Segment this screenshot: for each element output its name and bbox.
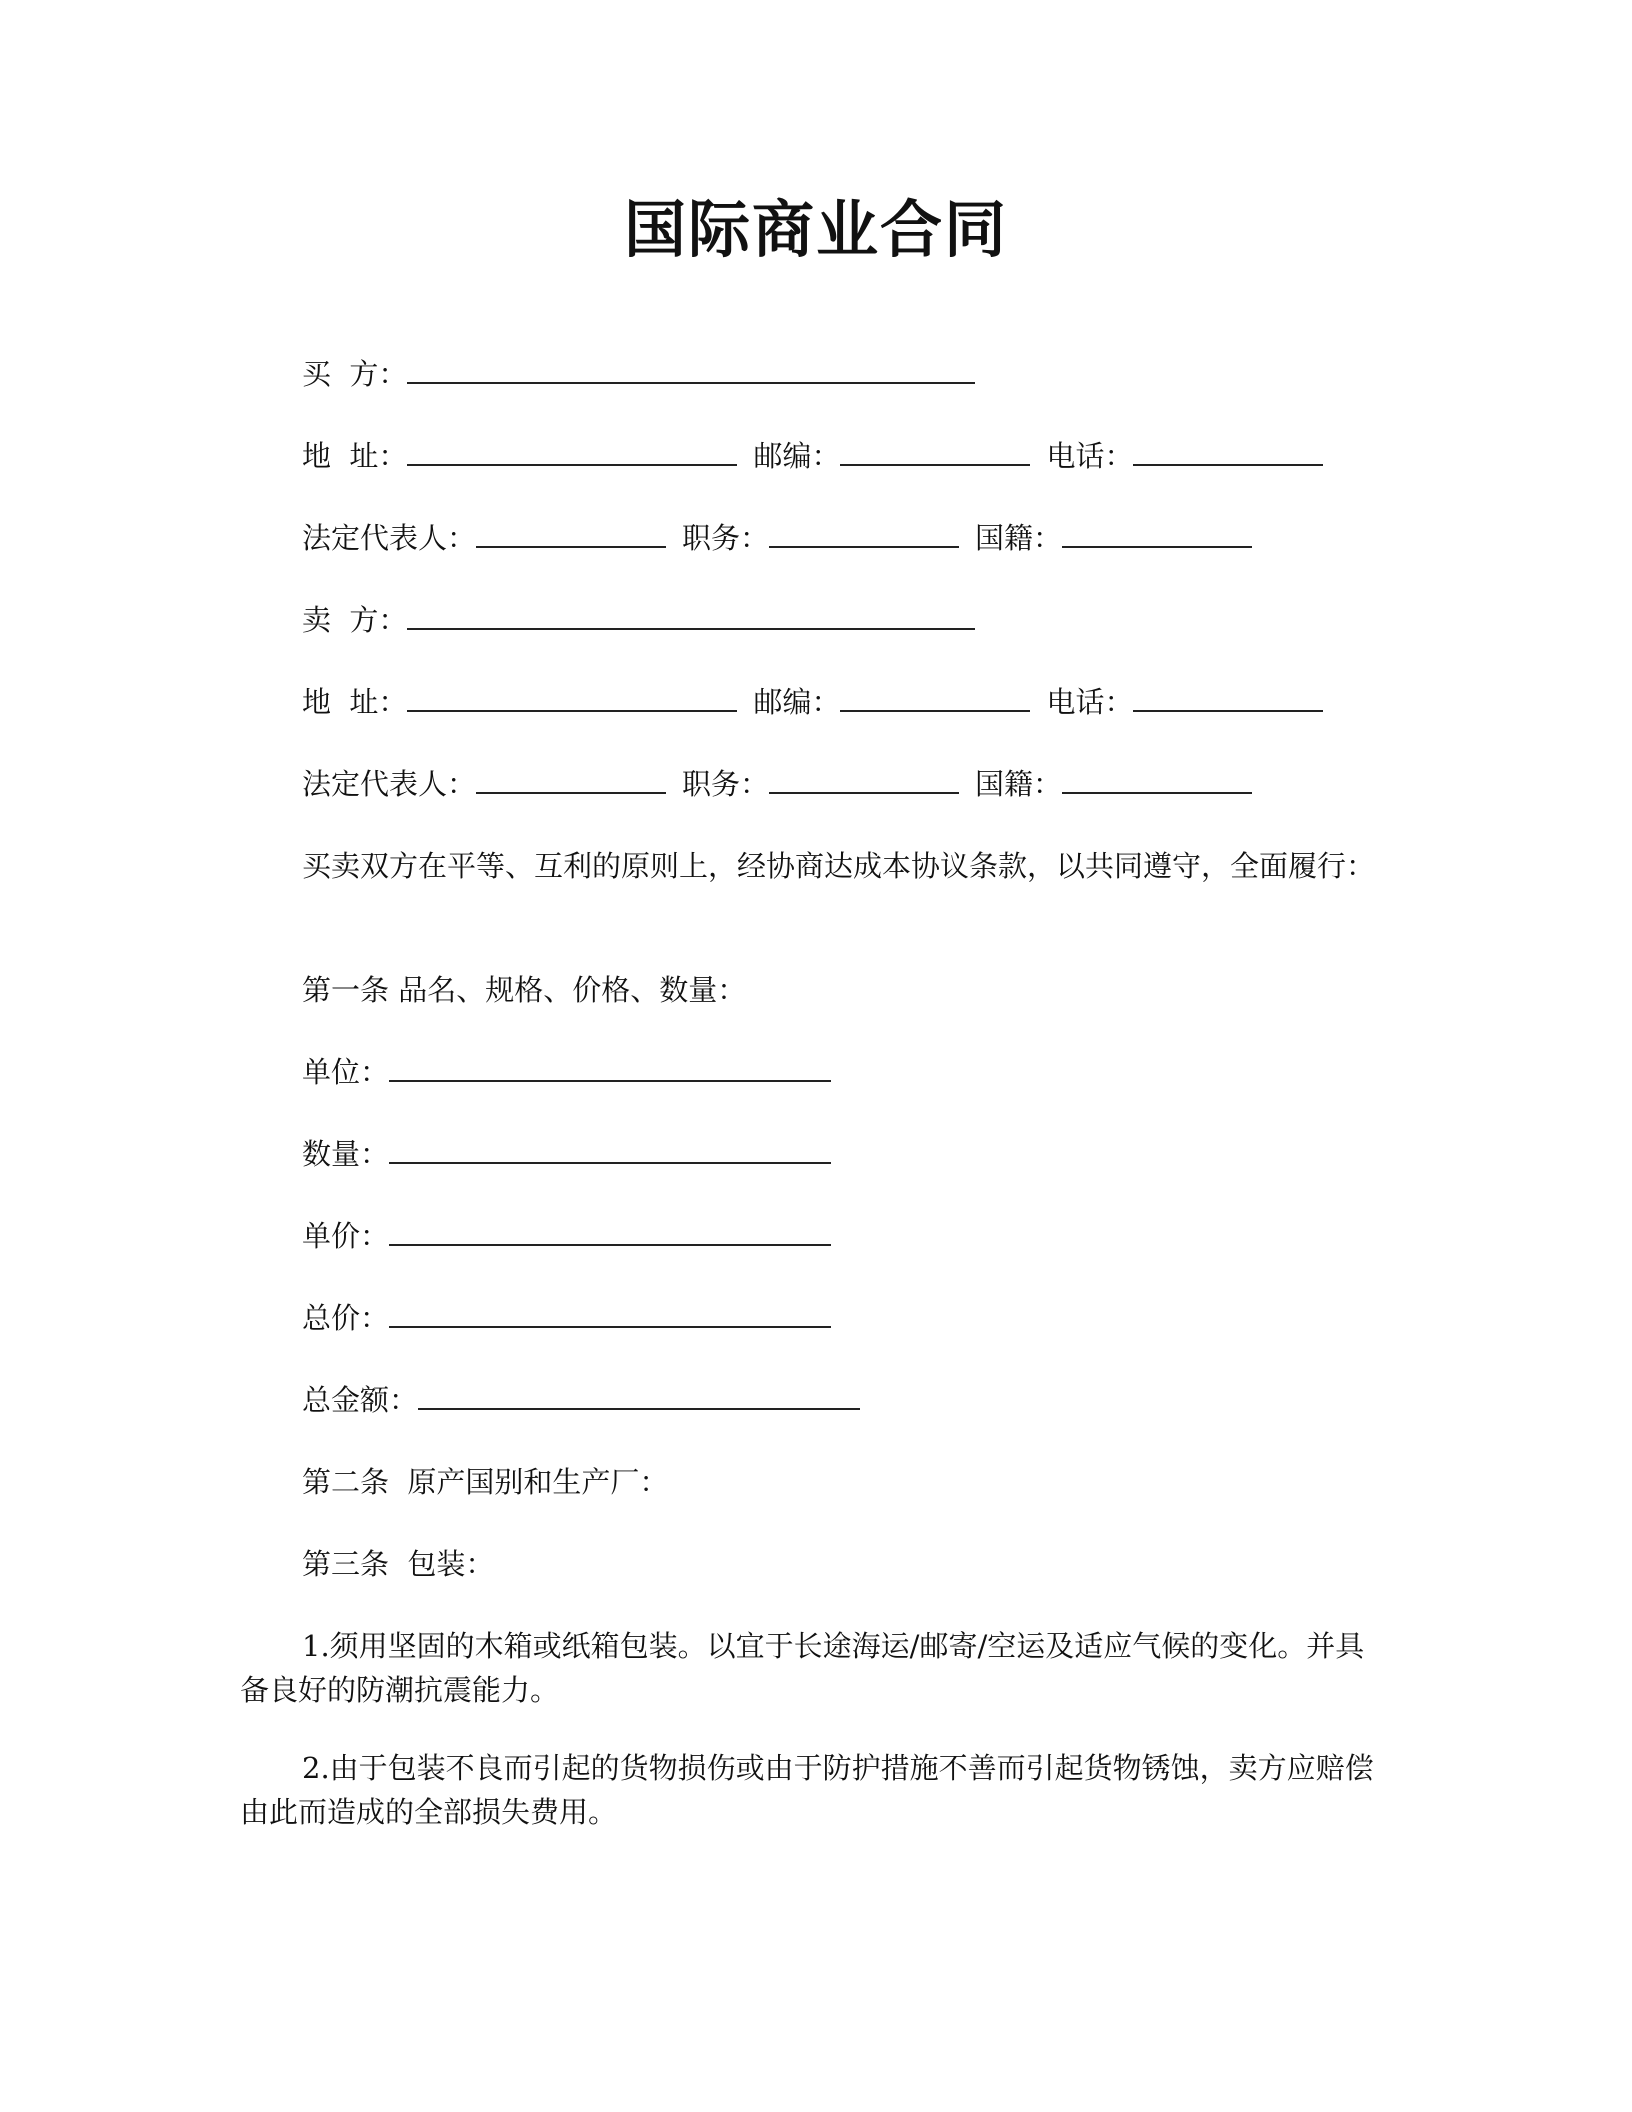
buyer-phone-field[interactable] (1133, 434, 1323, 466)
buyer-rep-line (302, 516, 1268, 560)
seller-rep-line (302, 762, 1268, 806)
total-amount-label: 总金额： (302, 1383, 419, 1417)
seller-address-line (302, 680, 1339, 724)
seller-address-field[interactable] (407, 680, 737, 712)
total-price-field[interactable] (389, 1296, 831, 1328)
buyer-line (302, 352, 991, 396)
article1-heading: 第一条 品名、规格、价格、数量： (302, 973, 747, 1007)
seller-rep-field[interactable] (476, 762, 666, 794)
unit-line (302, 1050, 847, 1094)
seller-postcode-field[interactable] (840, 680, 1030, 712)
seller-phone-field[interactable] (1133, 680, 1323, 712)
unit-field[interactable] (389, 1050, 831, 1082)
unit-price-field[interactable] (389, 1214, 831, 1246)
quantity-field[interactable] (389, 1132, 831, 1164)
seller-phone-label: 电话： (1046, 685, 1134, 719)
buyer-postcode-field[interactable] (840, 434, 1030, 466)
unit-price-line (302, 1214, 847, 1258)
seller-rep-label: 法定代表人： (302, 767, 477, 801)
seller-position-label: 职务： (682, 767, 770, 801)
buyer-nationality-field[interactable] (1062, 516, 1252, 548)
buyer-postcode-label: 邮编： (753, 439, 841, 473)
buyer-rep-label: 法定代表人： (302, 521, 477, 555)
total-amount-line (302, 1378, 876, 1422)
article2-heading: 第二条 原产国别和生产厂： (302, 1465, 669, 1499)
packing-clause-2: 2.由于包装不良而引起的货物损伤或由于防护措施不善而引起货物锈蚀，卖方应赔偿由此而造成的全部损失费用。 (240, 1751, 1374, 1829)
quantity-label: 数量： (302, 1137, 390, 1171)
buyer-address-line (302, 434, 1339, 478)
packing-clause-1: 1.须用坚固的木箱或纸箱包装。以宜于长途海运/邮寄/空运及适应气候的变化。并具备良好的防潮抗震能力。 (240, 1629, 1365, 1707)
seller-nationality-field[interactable] (1062, 762, 1252, 794)
buyer-rep-field[interactable] (476, 516, 666, 548)
seller-label: 卖 方： (302, 603, 408, 637)
article3-heading: 第三条 包装： (302, 1547, 495, 1581)
intro-paragraph: 买卖双方在平等、互利的原则上，经协商达成本协议条款，以共同遵守，全面履行： (302, 849, 1376, 883)
buyer-address-label: 地 址： (302, 439, 408, 473)
buyer-name-field[interactable] (407, 352, 975, 384)
seller-postcode-label: 邮编： (753, 685, 841, 719)
buyer-nationality-label: 国籍： (975, 521, 1063, 555)
buyer-address-field[interactable] (407, 434, 737, 466)
buyer-label: 买 方： (302, 357, 408, 391)
seller-position-field[interactable] (769, 762, 959, 794)
seller-nationality-label: 国籍： (975, 767, 1063, 801)
seller-line (302, 598, 991, 642)
quantity-line (302, 1132, 847, 1176)
buyer-phone-label: 电话： (1046, 439, 1134, 473)
unit-label: 单位： (302, 1055, 390, 1089)
seller-name-field[interactable] (407, 598, 975, 630)
total-price-label: 总价： (302, 1301, 390, 1335)
total-price-line (302, 1296, 847, 1340)
total-amount-field[interactable] (418, 1378, 860, 1410)
page-title: 国际商业合同 (623, 193, 1008, 266)
buyer-position-label: 职务： (682, 521, 770, 555)
buyer-position-field[interactable] (769, 516, 959, 548)
seller-address-label: 地 址： (302, 685, 408, 719)
unit-price-label: 单价： (302, 1219, 390, 1253)
